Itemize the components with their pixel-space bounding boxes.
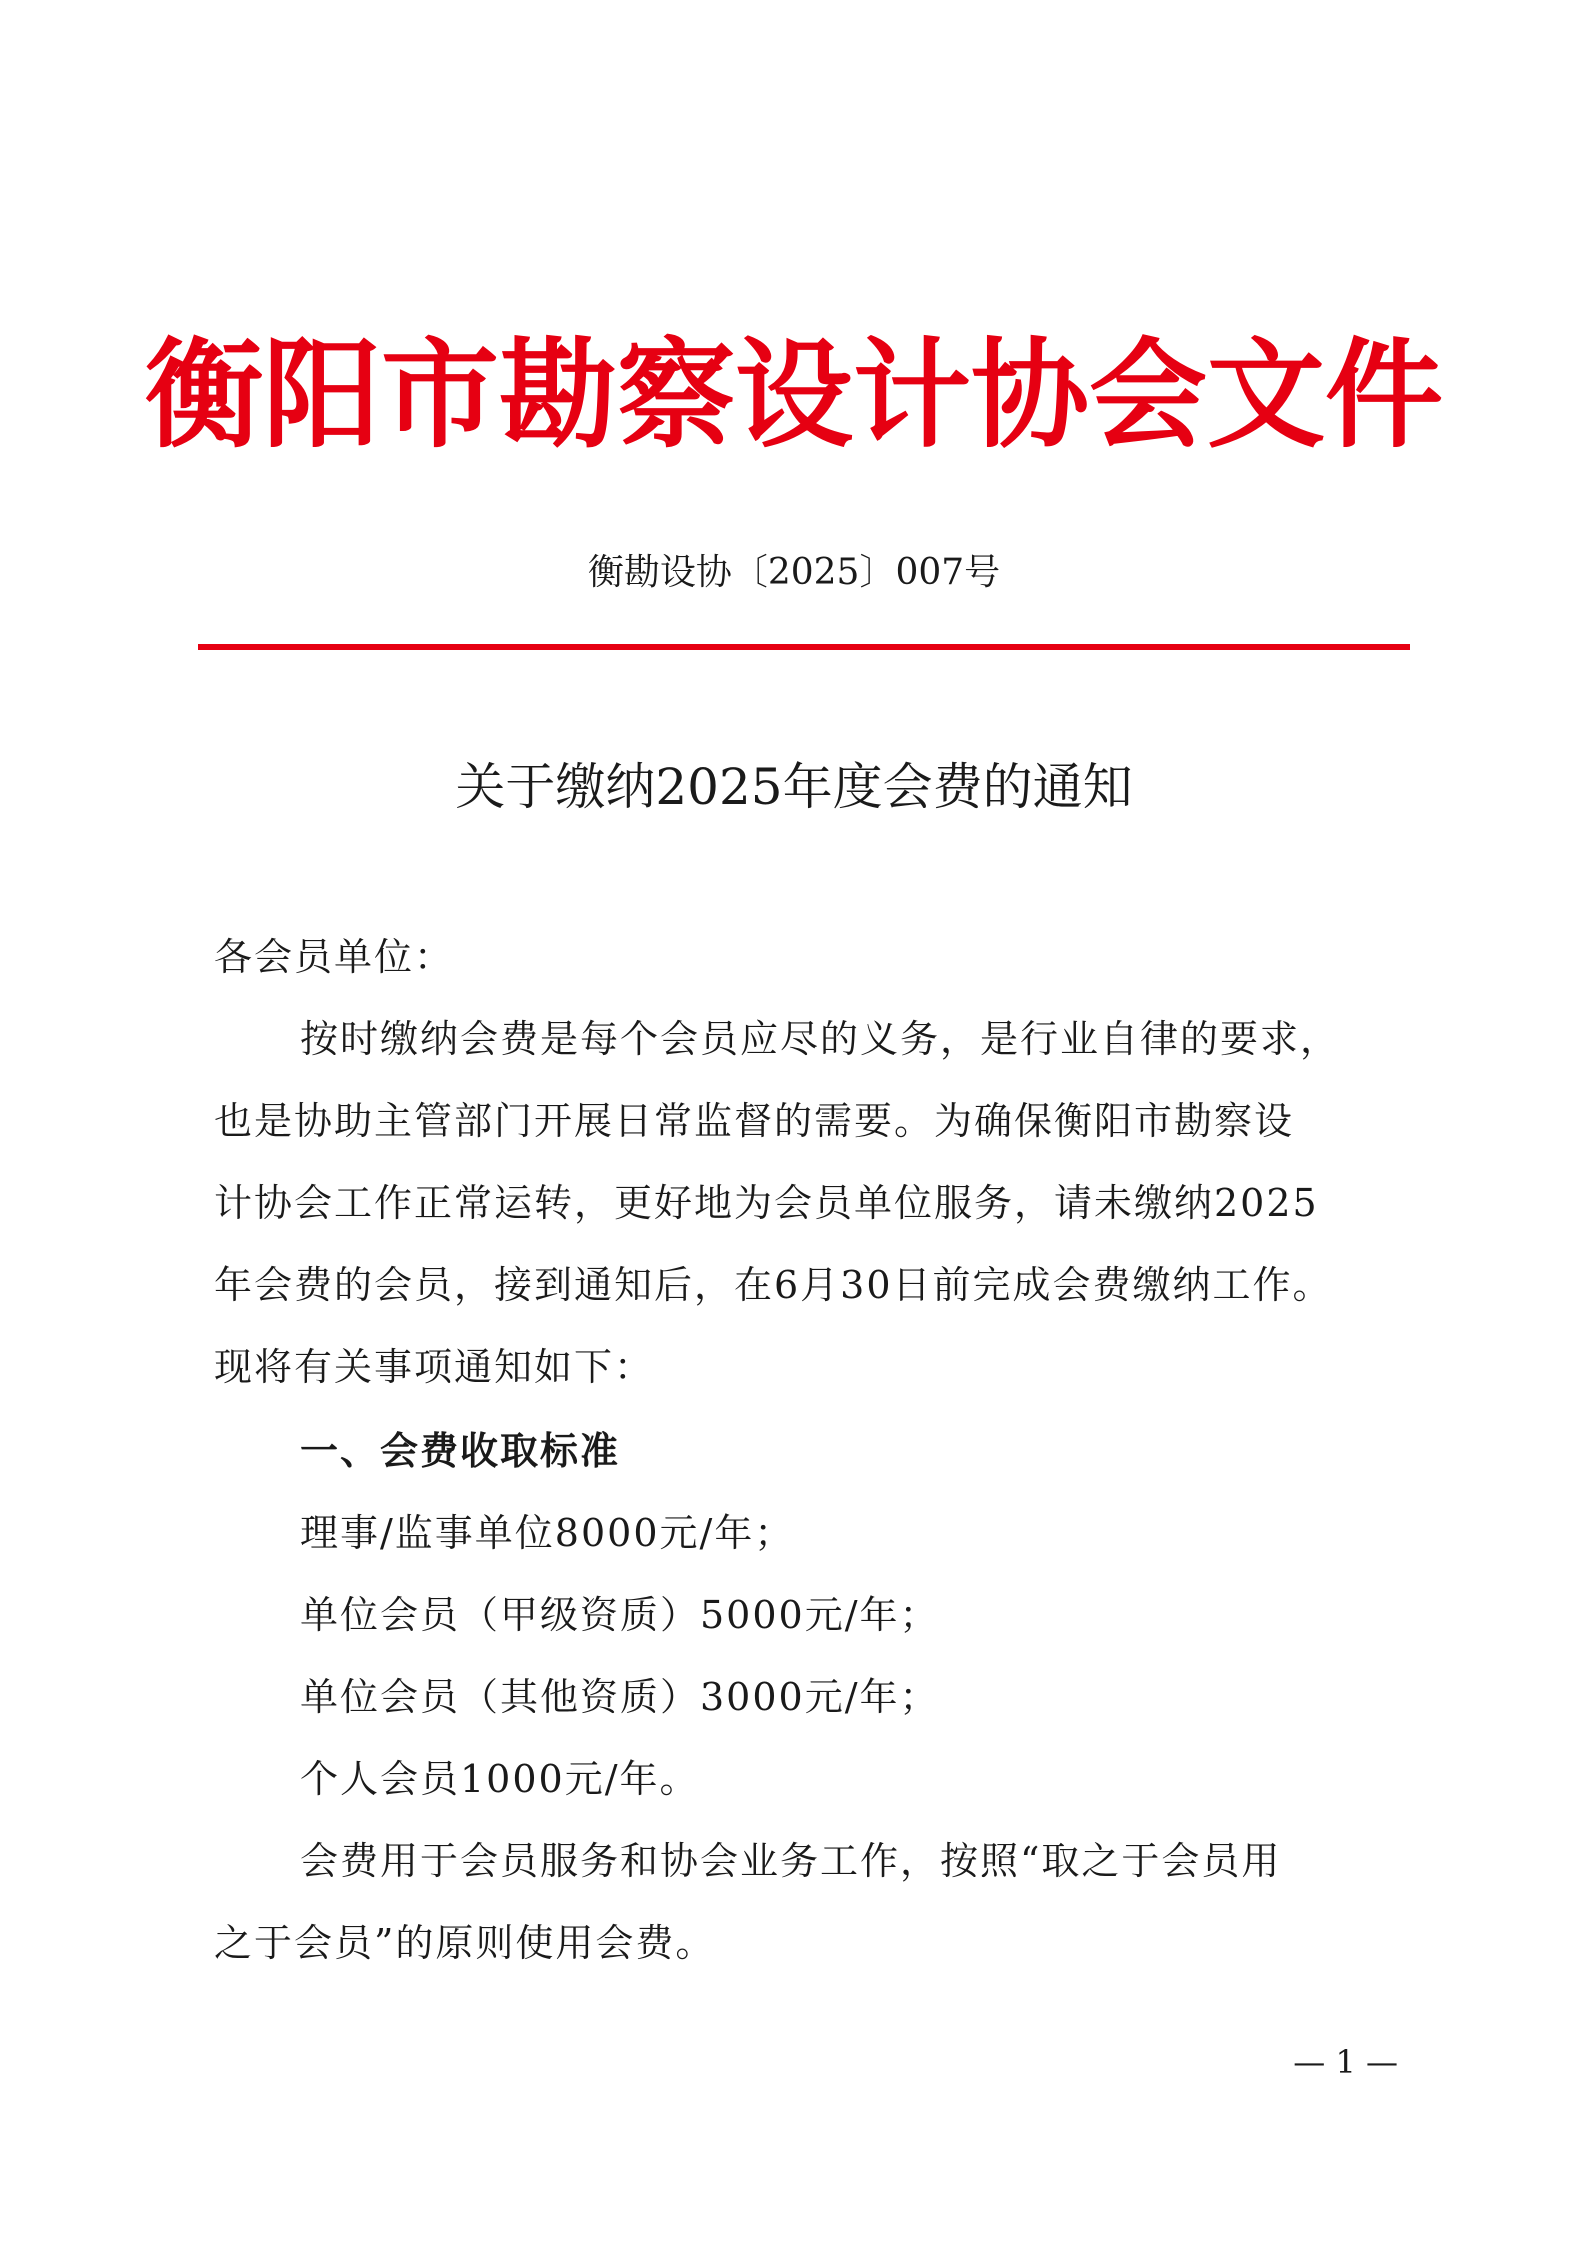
- usage-line: 会费用于会员服务和协会业务工作，按照“取之于会员用: [300, 1839, 1282, 1883]
- intro-line: 年会费的会员，接到通知后，在6月30日前完成会费缴纳工作。: [214, 1263, 1333, 1307]
- fee-item: 理事/监事单位8000元/年；: [300, 1511, 795, 1555]
- usage-paragraph: [214, 1820, 1414, 1984]
- intro-line: 计协会工作正常运转，更好地为会员单位服务，请未缴纳2025: [214, 1181, 1319, 1225]
- intro-paragraph: [214, 998, 1414, 1408]
- page-number: — 1 —: [1293, 2043, 1398, 2081]
- salutation: 各会员单位：: [214, 935, 455, 979]
- section-heading-fee-standard: 一、会费收取标准: [300, 1428, 621, 1473]
- intro-line: 现将有关事项通知如下：: [214, 1345, 655, 1389]
- fee-item: 单位会员（其他资质）3000元/年；: [300, 1675, 940, 1719]
- document-number: 衡勘设协〔2025〕007号: [587, 552, 1001, 593]
- notice-title: 关于缴纳2025年度会费的通知: [455, 758, 1133, 816]
- red-divider-line: [198, 644, 1410, 650]
- intro-line: 按时缴纳会费是每个会员应尽的义务，是行业自律的要求，: [300, 1017, 1341, 1061]
- document-masthead: 衡阳市勘察设计协会文件: [144, 325, 1443, 464]
- intro-line: 也是协助主管部门开展日常监督的需要。为确保衡阳市勘察设: [214, 1099, 1295, 1143]
- usage-line: 之于会员”的原则使用会费。: [214, 1921, 716, 1965]
- fee-item: 个人会员1000元/年。: [300, 1757, 700, 1801]
- fee-item: 单位会员（甲级资质）5000元/年；: [300, 1593, 940, 1637]
